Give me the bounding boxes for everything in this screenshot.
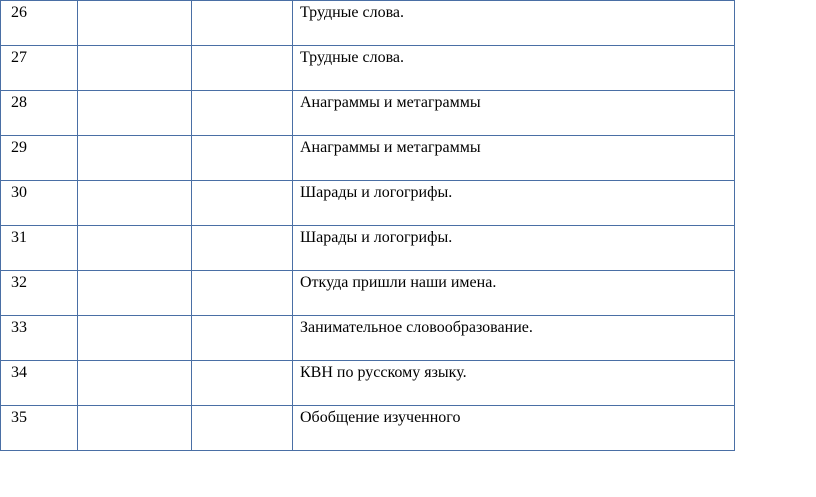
lesson-topic-cell	[293, 91, 735, 136]
lesson-number-cell	[1, 316, 78, 361]
lesson-topic: КВН по русскому языку.	[300, 364, 467, 381]
empty-cell	[192, 406, 293, 451]
empty-cell	[192, 361, 293, 406]
lesson-number: 33	[11, 319, 27, 336]
lesson-number-cell	[1, 46, 78, 91]
lesson-number: 35	[11, 409, 27, 426]
empty-cell	[192, 1, 293, 46]
lesson-number: 27	[11, 49, 27, 66]
lesson-number: 29	[11, 139, 27, 156]
lesson-topic-cell	[293, 316, 735, 361]
lesson-number-cell	[1, 406, 78, 451]
table-row	[1, 1, 735, 46]
empty-cell	[192, 271, 293, 316]
lesson-topic: Шарады и логогрифы.	[300, 229, 453, 246]
empty-cell	[192, 46, 293, 91]
lesson-topic-cell	[293, 406, 735, 451]
lesson-number-cell	[1, 181, 78, 226]
empty-cell	[192, 136, 293, 181]
empty-cell	[192, 316, 293, 361]
lesson-number: 30	[11, 184, 27, 201]
empty-cell	[192, 91, 293, 136]
table-row	[1, 271, 735, 316]
empty-cell	[78, 271, 192, 316]
lesson-number-cell	[1, 361, 78, 406]
lesson-number: 28	[11, 94, 27, 111]
table-row	[1, 226, 735, 271]
lesson-topic-cell	[293, 271, 735, 316]
empty-cell	[78, 91, 192, 136]
lesson-topic-cell	[293, 1, 735, 46]
empty-cell	[78, 1, 192, 46]
lesson-topic: Трудные слова.	[300, 4, 405, 21]
lesson-topic: Занимательное словообразование.	[300, 319, 533, 336]
table-row	[1, 136, 735, 181]
empty-cell	[78, 361, 192, 406]
empty-cell	[78, 226, 192, 271]
lesson-topic-cell	[293, 46, 735, 91]
empty-cell	[78, 406, 192, 451]
lesson-number-cell	[1, 1, 78, 46]
lesson-number: 31	[11, 229, 27, 246]
lesson-number-cell	[1, 226, 78, 271]
empty-cell	[78, 316, 192, 361]
lesson-number-cell	[1, 271, 78, 316]
table-row	[1, 181, 735, 226]
table-row	[1, 46, 735, 91]
empty-cell	[192, 181, 293, 226]
lesson-topic-cell	[293, 181, 735, 226]
lesson-number-cell	[1, 91, 78, 136]
lesson-topic: Анаграммы и метаграммы	[300, 139, 481, 156]
table-row	[1, 361, 735, 406]
lesson-topic-cell	[293, 226, 735, 271]
empty-cell	[192, 226, 293, 271]
lesson-number: 32	[11, 274, 27, 291]
lesson-number: 26	[11, 4, 27, 21]
lesson-topic-cell	[293, 136, 735, 181]
empty-cell	[78, 136, 192, 181]
lesson-number: 34	[11, 364, 27, 381]
table-row	[1, 91, 735, 136]
table-row	[1, 406, 735, 451]
table-row	[1, 316, 735, 361]
lesson-topic: Обобщение изученного	[300, 409, 461, 426]
empty-cell	[78, 46, 192, 91]
lesson-number-cell	[1, 136, 78, 181]
lesson-topic: Шарады и логогрифы.	[300, 184, 453, 201]
lesson-topic-cell	[293, 361, 735, 406]
lesson-topic: Трудные слова.	[300, 49, 405, 66]
empty-cell	[78, 181, 192, 226]
lesson-topic: Откуда пришли наши имена.	[300, 274, 497, 291]
lesson-topic: Анаграммы и метаграммы	[300, 94, 481, 111]
